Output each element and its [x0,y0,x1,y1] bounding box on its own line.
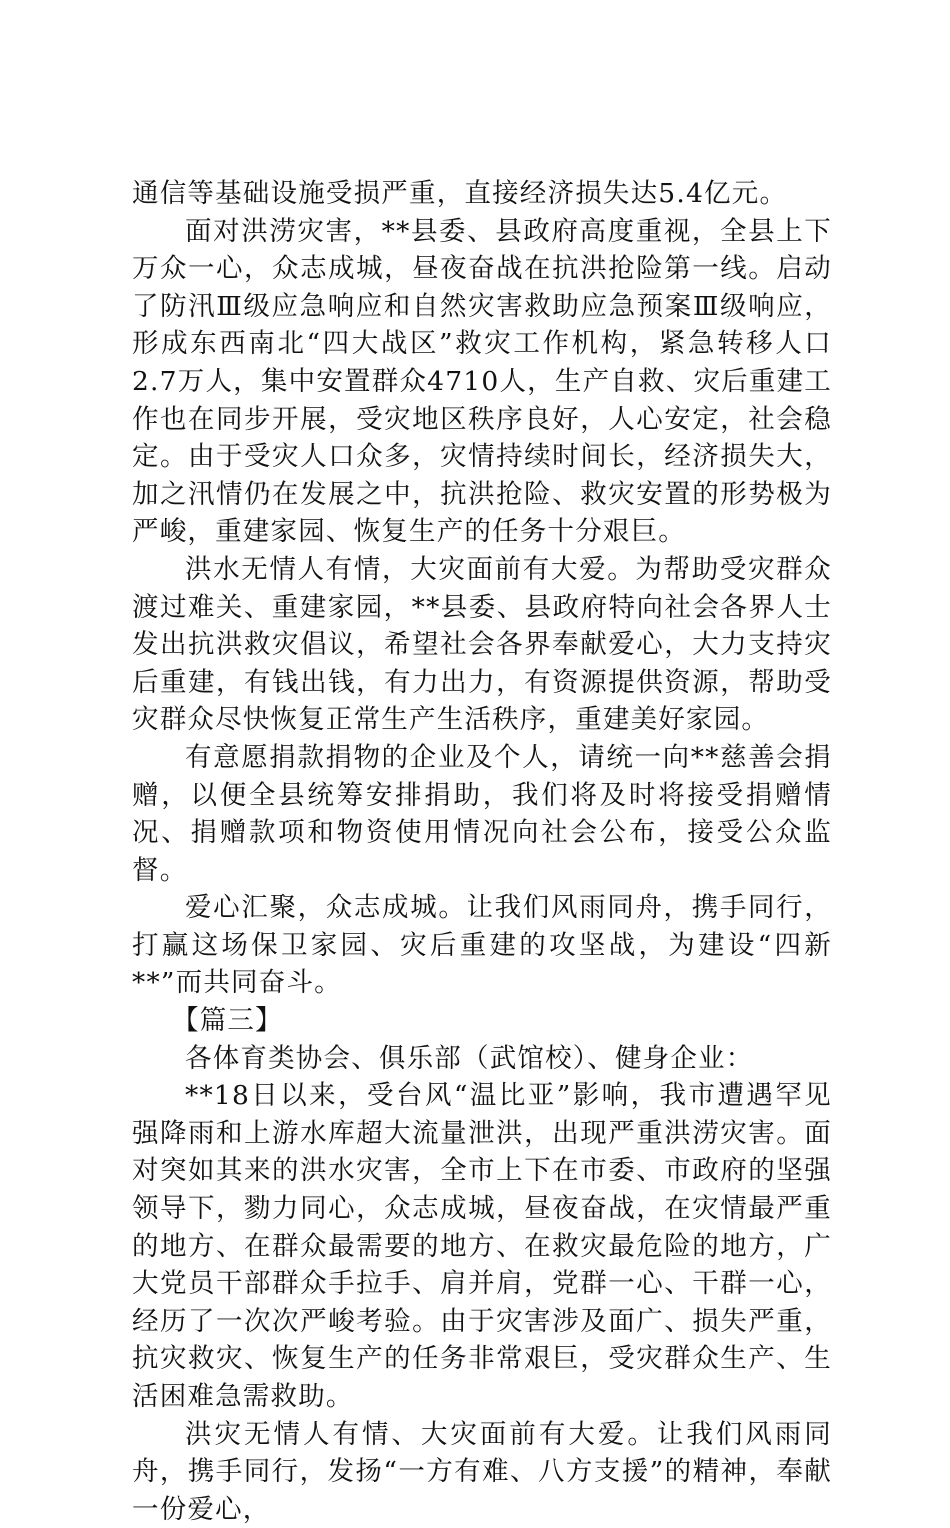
paragraph-salutation: 各体育类协会、俱乐部（武馆校）、健身企业： [185,1042,754,1074]
paragraph-closing: 爱心汇聚，众志成城。让我们风雨同舟，携手同行，打赢这场保卫家园、灾后重建的攻坚战，为建设“四新**”而共同奋斗。 [132,892,832,999]
paragraph-flood-response: 面对洪涝灾害，**县委、县政府高度重视，全县上下万众一心，众志成城，昼夜奋战在抗洪抢险第一线。启动了防汛Ⅲ级应急响应和自然灾害救助应急预案Ⅲ级响应，形成东西南北“四大战区”救灾工作机构，紧急转移人口2.7万人，集中安置群众4710人，生产自救、灾后重建工作也在同步开展，受灾地区秩序良好，人心安定，社会稳定。由于受灾人口众多，灾情持续时间长，经济损失大，加之汛情仍在发展之中，抗洪抢险、救灾安置的形势极为严峻，重建家园、恢复生产的任务十分艰巨。 [132,215,832,548]
section-heading: 【篇三】 [172,1005,283,1037]
paragraph-appeal: 洪水无情人有情，大灾面前有大爱。为帮助受灾群众渡过难关、重建家园，**县委、县政府特向社会各界人士发出抗洪救灾倡议，希望社会各界奉献爱心，大力支持灾后重建，有钱出钱，有力出力，有资源提供资源，帮助受灾群众尽快恢复正常生产生活秩序，重建美好家园。 [132,553,832,736]
document-body [132,175,832,1528]
paragraph-typhoon-disaster: **18日以来，受台风“温比亚”影响，我市遭遇罕见强降雨和上游水库超大流量泄洪，出现严重洪涝灾害。面对突如其来的洪水灾害，全市上下在市委、市政府的坚强领导下，勠力同心，众志成城，昼夜奋战，在灾情最严重的地方、在群众最需要的地方、在救灾最危险的地方，广大党员干部群众手拉手、肩并肩，党群一心、干群一心，经历了一次次严峻考验。由于灾害涉及面广、损失严重，抗灾救灾、恢复生产的任务非常艰巨，受灾群众生产、生活困难急需救助。 [132,1080,832,1412]
paragraph-donation-channel: 有意愿捐款捐物的企业及个人，请统一向**慈善会捐赠，以便全县统筹安排捐助，我们将及时将接受捐赠情况、捐赠款项和物资使用情况向社会公布，接受公众监督。 [132,741,832,886]
paragraph-call-to-action: 洪灾无情人有情、大灾面前有大爱。让我们风雨同舟，携手同行，发扬“一方有难、八方支援”的精神，奉献一份爱心， [132,1418,832,1525]
paragraph-continuation: 通信等基础设施受损严重，直接经济损失达5.4亿元。 [132,178,788,209]
